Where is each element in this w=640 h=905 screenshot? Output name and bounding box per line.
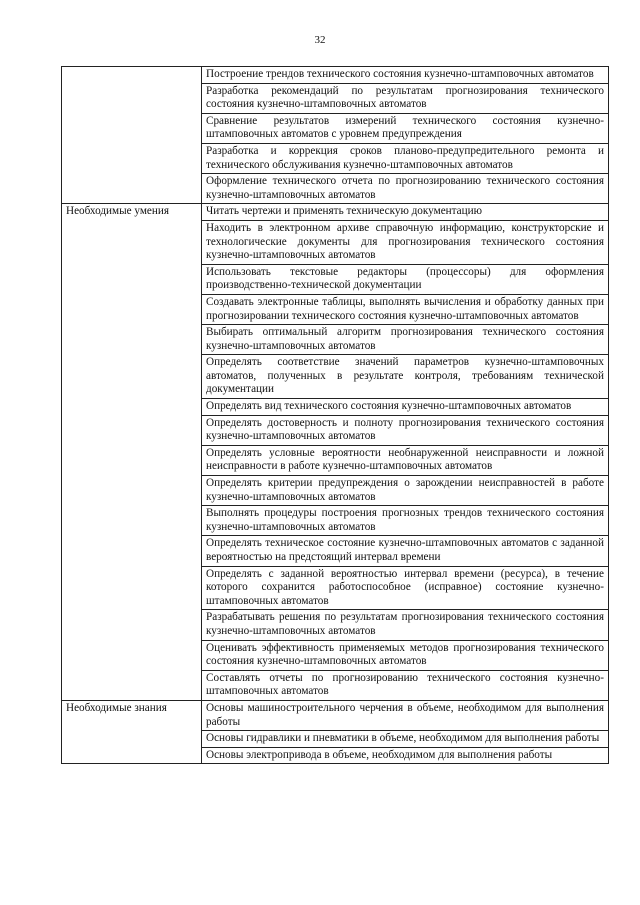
requirement-cell: Выполнять процедуры построения прогнозных трендов технического состояния кузнечно-штамповочных автоматов	[202, 506, 609, 536]
category-cell: Необходимые умения	[62, 204, 202, 701]
requirement-cell: Определять вид технического состояния кузнечно-штамповочных автоматов	[202, 399, 609, 416]
table-row	[62, 204, 609, 221]
requirement-cell: Определять достоверность и полноту прогнозирования технического состояния кузнечно-штамповочных автоматов	[202, 415, 609, 445]
requirement-cell: Выбирать оптимальный алгоритм прогнозирования технического состояния кузнечно-штамповочных автоматов	[202, 325, 609, 355]
table-row	[62, 67, 609, 84]
requirement-cell: Определять техническое состояние кузнечно-штамповочных автоматов с заданной вероятностью на предстоящий интервал времени	[202, 536, 609, 566]
requirements-table-body	[62, 67, 609, 764]
requirement-cell: Определять соответствие значений параметров кузнечно-штамповочных автоматов, полученных в результате контроля, требованиям технической документации	[202, 355, 609, 399]
requirement-cell: Основы электропривода в объеме, необходимом для выполнения работы	[202, 747, 609, 764]
requirement-cell: Основы машиностроительного черчения в объеме, необходимом для выполнения работы	[202, 700, 609, 730]
requirement-cell: Использовать текстовые редакторы (процессоры) для оформления производственно-технической документации	[202, 264, 609, 294]
requirement-cell: Оформление технического отчета по прогнозированию технического состояния кузнечно-штамповочных автоматов	[202, 174, 609, 204]
requirement-cell: Читать чертежи и применять техническую документацию	[202, 204, 609, 221]
table-row	[62, 700, 609, 730]
requirement-cell: Сравнение результатов измерений технического состояния кузнечно-штамповочных автоматов с уровнем предупреждения	[202, 113, 609, 143]
category-cell: Необходимые знания	[62, 700, 202, 763]
requirement-cell: Разработка и коррекция сроков планово-предупредительного ремонта и технического обслуживания кузнечно-штамповочных автоматов	[202, 143, 609, 173]
requirement-cell: Построение трендов технического состояния кузнечно-штамповочных автоматов	[202, 67, 609, 84]
requirement-cell: Разрабатывать решения по результатам прогнозирования технического состояния кузнечно-штамповочных автоматов	[202, 610, 609, 640]
requirement-cell: Оценивать эффективность применяемых методов прогнозирования технического состояния кузнечно-штамповочных автоматов	[202, 640, 609, 670]
requirements-table	[61, 66, 609, 764]
category-cell	[62, 67, 202, 204]
requirement-cell: Составлять отчеты по прогнозированию технического состояния кузнечно-штамповочных автоматов	[202, 670, 609, 700]
requirement-cell: Находить в электронном архиве справочную информацию, конструкторские и технологические документы для прогнозирования технического состояния кузнечно-штамповочных автоматов	[202, 220, 609, 264]
requirement-cell: Разработка рекомендаций по результатам прогнозирования технического состояния кузнечно-штамповочных автоматов	[202, 83, 609, 113]
requirement-cell: Определять условные вероятности необнаруженной неисправности и ложной неисправности в работе кузнечно-штамповочных автоматов	[202, 445, 609, 475]
requirement-cell: Создавать электронные таблицы, выполнять вычисления и обработку данных при прогнозировании технического состояния кузнечно-штамповочных автоматов	[202, 294, 609, 324]
page-number: 32	[314, 34, 326, 46]
requirement-cell: Основы гидравлики и пневматики в объеме, необходимом для выполнения работы	[202, 731, 609, 748]
requirement-cell: Определять критерии предупреждения о зарождении неисправностей в работе кузнечно-штамповочных автоматов	[202, 476, 609, 506]
requirement-cell: Определять с заданной вероятностью интервал времени (ресурса), в течение которого сохранится работоспособное (исправное) состояние кузнечно-штамповочных автоматов	[202, 566, 609, 610]
